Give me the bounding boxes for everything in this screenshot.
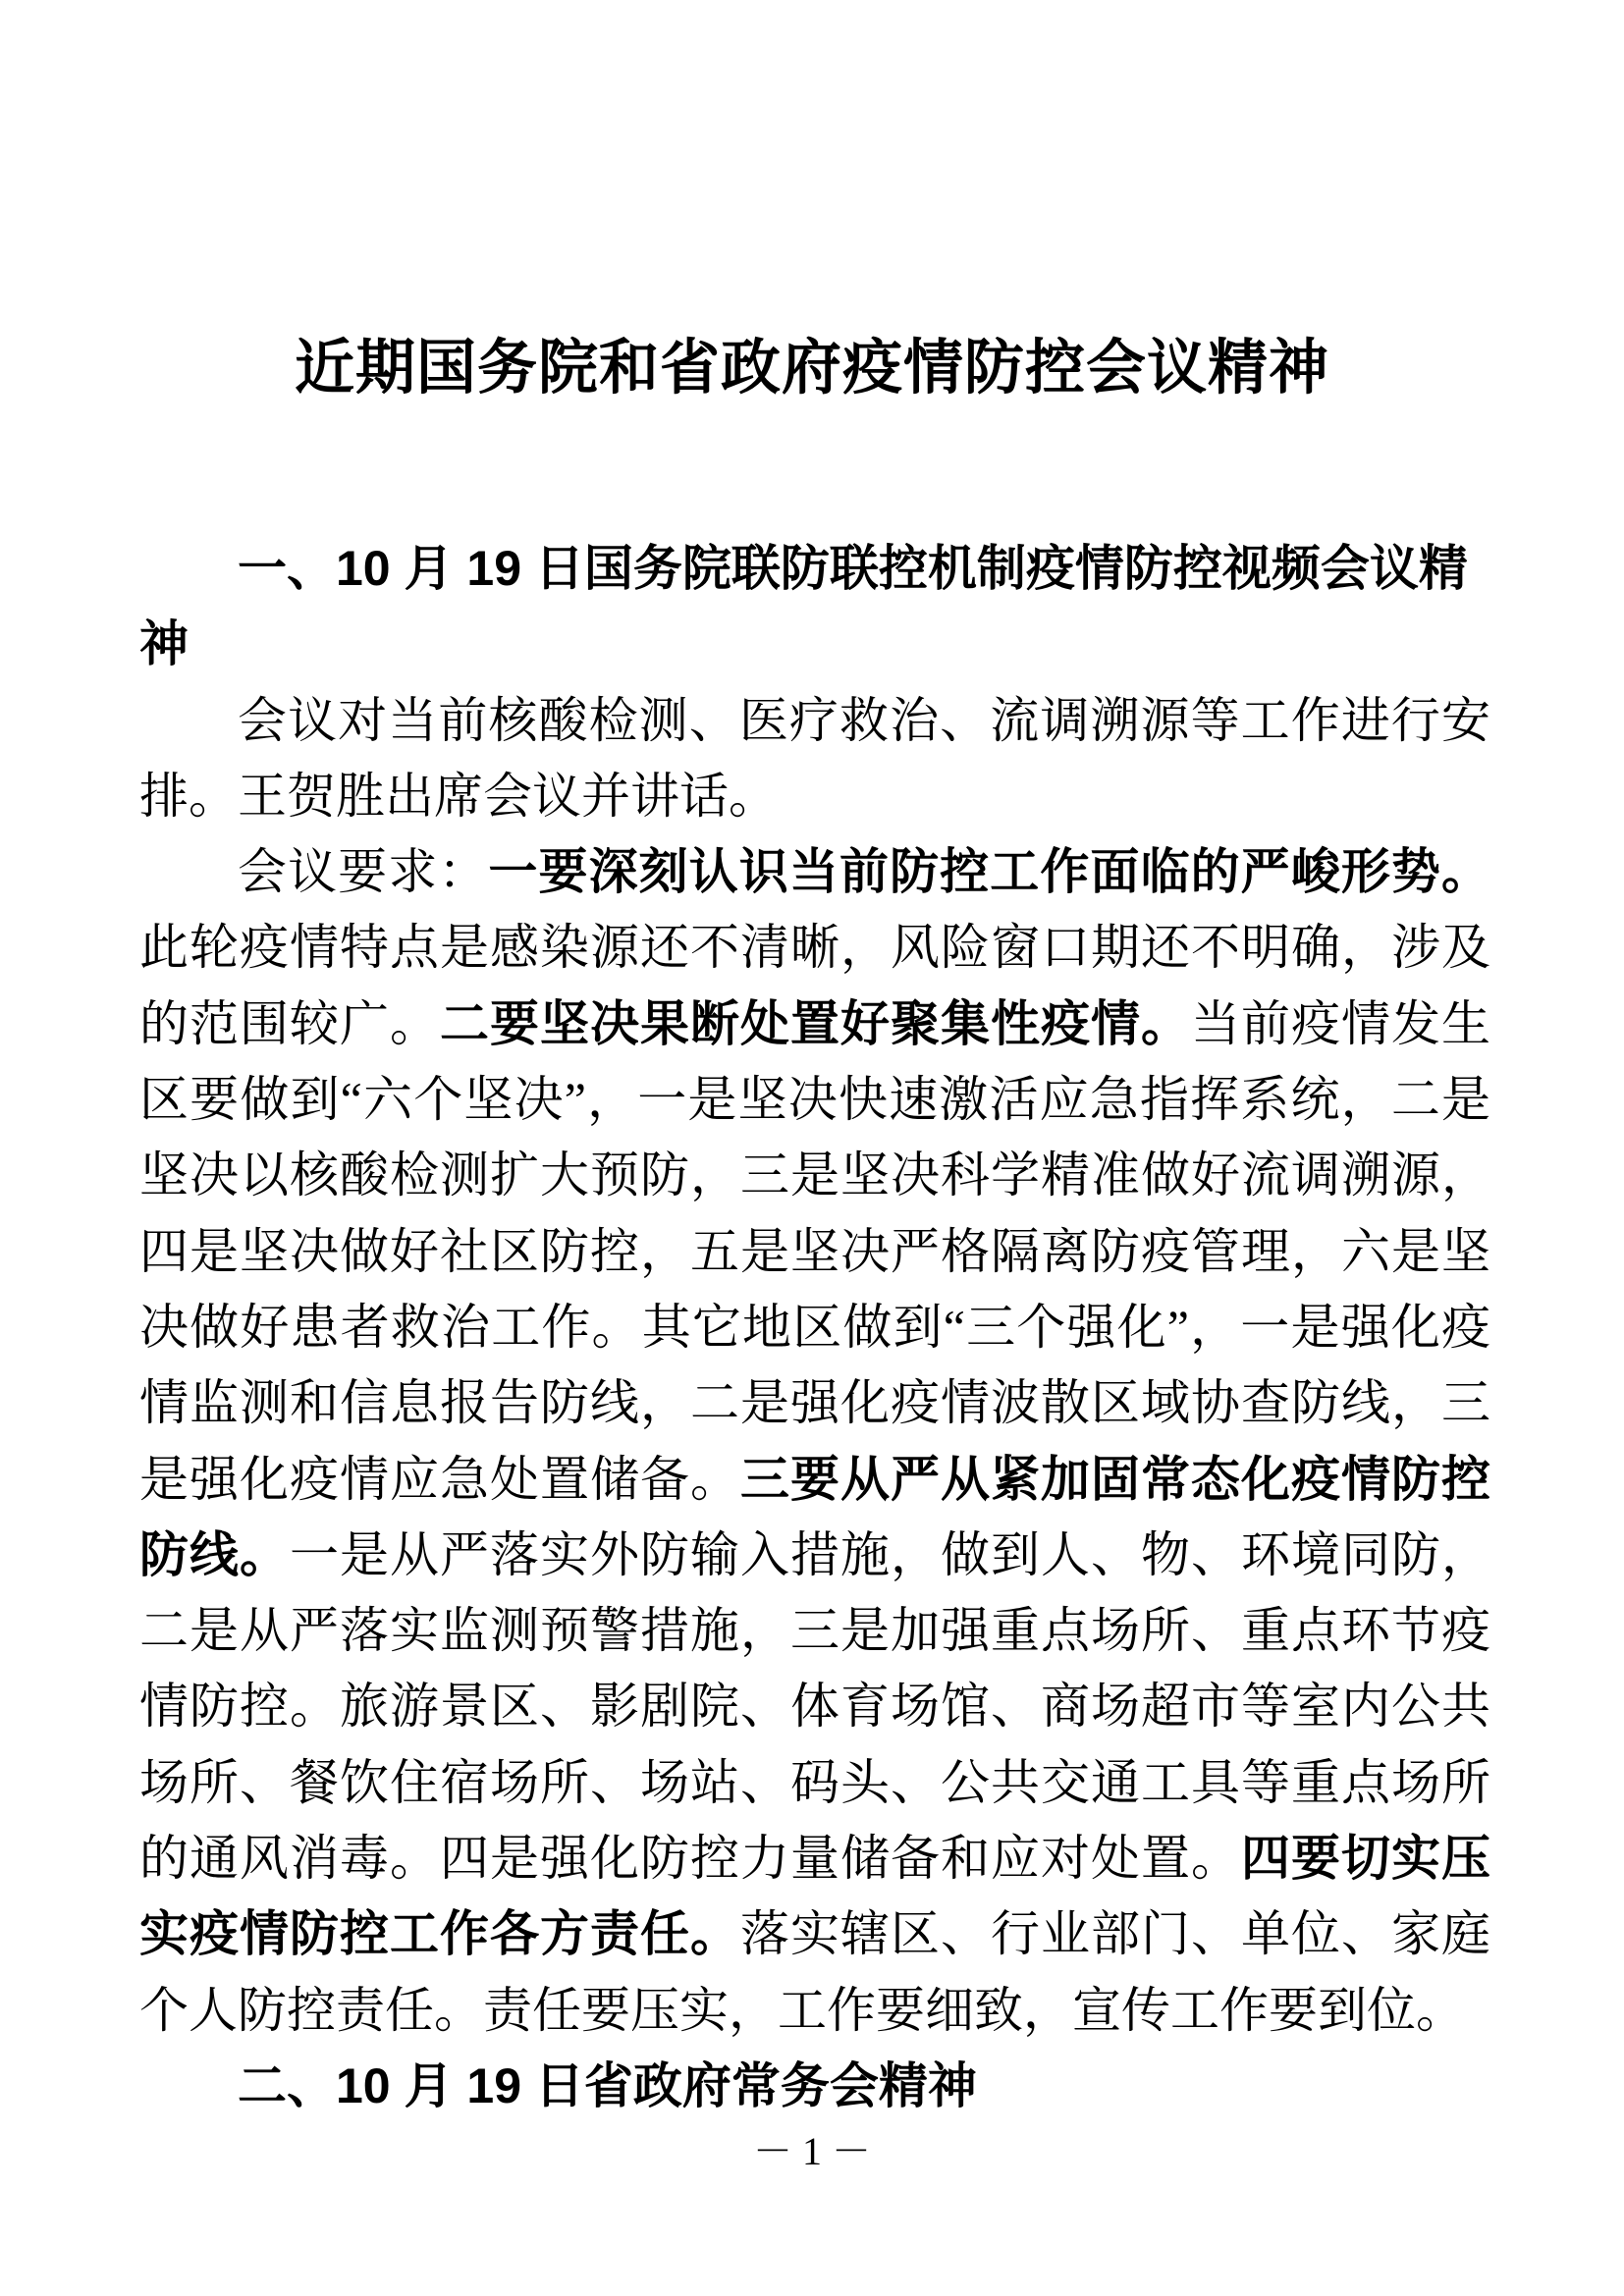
text-run: 此轮疫情特点是感染源还不清晰，风险窗口期还不明确，涉及的范围较广。 (139, 920, 1490, 1051)
text-run: 三要从严从紧加固常态化疫情防控防线。 (139, 1451, 1490, 1582)
text-run: 二、10 月 19 日省政府常务会精神 (238, 2057, 977, 2113)
section-heading (139, 531, 1490, 683)
text-run: 会议对当前核酸检测、医疗救治、流调溯源等工作进行安排。王贺胜出席会议并讲话。 (139, 692, 1490, 824)
text-run: 当前疫情发生区要做到“六个坚决”，一是坚决快速激活应急指挥系统，二是坚决以核酸检测扩大预防，三是坚决科学精准做好流调溯源，四是坚决做好社区防控，五是坚决严格隔离防疫管理，六是坚决做好患者救治工作。其它地区做到“三个强化”，一是强化疫情监测和信息报告防线，二是强化疫情波散区域协查防线，三是强化疫情应急处置储备。 (139, 995, 1490, 1507)
body-paragraph (139, 683, 1490, 835)
body-paragraph (139, 834, 1490, 2049)
page-number: － 1 － (753, 2129, 871, 2173)
page-footer (0, 2126, 1624, 2177)
section-heading (139, 2049, 1490, 2124)
text-run: 一是从严落实外防输入措施，做到人、物、环境同防，二是从严落实监测预警措施，三是加强重点场所、重点环节疫情防控。旅游景区、影剧院、体育场馆、商场超市等室内公共场所、餐饮住宿场所、场站、码头、公共交通工具等重点场所的通风消毒。四是强化防控力量储备和应对处置。 (139, 1526, 1490, 1887)
document-body (139, 531, 1490, 2124)
text-run: 四要切实压实疫情防控工作各方责任。 (139, 1831, 1490, 1962)
text-run: 一要深刻认识当前防控工作面临的严峻形势。 (488, 844, 1491, 900)
text-run: 二要坚决果断处置好聚集性疫情。 (440, 995, 1191, 1051)
text-run: 会议要求： (238, 844, 489, 900)
text-run: 一、10 月 19 日国务院联防联控机制疫情防控视频会议精神 (139, 541, 1468, 672)
document-title: 近期国务院和省政府疫情防控会议精神 (294, 336, 1329, 401)
text-run: 落实辖区、行业部门、单位、家庭个人防控责任。责任要压实，工作要细致，宣传工作要到位。 (139, 1906, 1490, 2038)
